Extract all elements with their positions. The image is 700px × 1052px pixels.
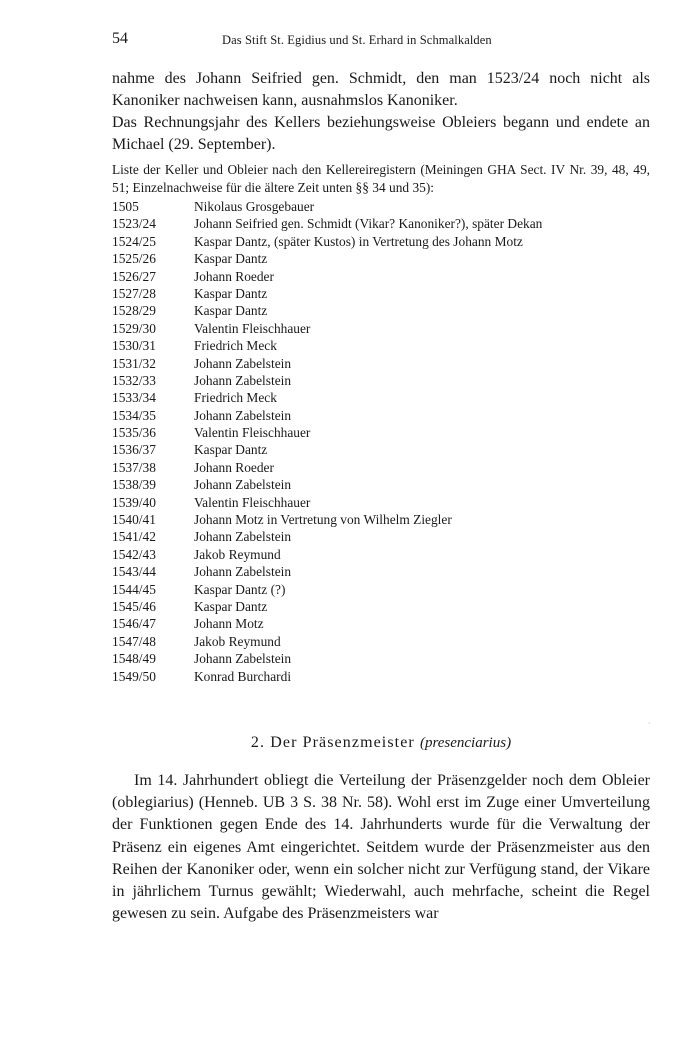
body-paragraph: Im 14. Jahrhundert obliegt die Verteilung der Präsenzgelder noch dem Obleier (oblegiarius) (Henneb. UB 3 S. 38 Nr. 58). Wohl erst im Zuge einer Umverteilung der Funktionen gegen Ende des 14. Jahrhunderts wurde für die Verwaltung der Präsenz ein eigenes Amt eingerichtet. Seitdem wurde der Präsenzmeister aus den Reihen der Kanoniker oder, wenn ein solcher nicht zur Verfügung stand, der Vikare in jährlichem Turnus gewählt; Wiederwahl, auch mehrfache, scheint die Regel gewesen zu sein. Aufgabe des Präsenzmeisters war xyxy=(112,772,650,923)
list-item-year: 1545/46 xyxy=(112,598,156,614)
list-item xyxy=(112,389,542,406)
list-item-year: 1505 xyxy=(112,199,139,214)
list-item-year: 1527/28 xyxy=(112,285,156,301)
list-item-year: 1539/40 xyxy=(112,494,156,510)
list-item-name: Johann Zabelstein xyxy=(194,651,292,667)
intro-text xyxy=(112,68,650,156)
list-item xyxy=(112,355,542,372)
list-item xyxy=(112,320,542,337)
list-item-name: Kaspar Dantz xyxy=(194,598,268,614)
list-item xyxy=(112,250,542,267)
list-item xyxy=(112,215,542,232)
list-item-name: Johann Seifried gen. Schmidt (Vikar? Kanoniker?), später Dekan xyxy=(194,216,543,232)
list-item-year: 1536/37 xyxy=(112,442,156,458)
list-item xyxy=(112,268,542,285)
list-item xyxy=(112,511,542,528)
list-item-name: Johann Zabelstein xyxy=(194,477,292,493)
list-item xyxy=(112,424,542,441)
list-item-name: Valentin Fleischhauer xyxy=(194,425,311,441)
list-item xyxy=(112,563,542,580)
list-item-year: 1541/42 xyxy=(112,529,156,545)
list-item-year: 1549/50 xyxy=(112,668,156,684)
list-item-name: Nikolaus Grosgebauer xyxy=(194,199,315,214)
list-item-year: 1532/33 xyxy=(112,372,156,388)
list-item xyxy=(112,668,542,685)
list-item-name: Johann Zabelstein xyxy=(194,355,292,371)
list-item xyxy=(112,528,542,545)
list-item-name: Johann Roeder xyxy=(194,459,274,475)
list-item xyxy=(112,476,542,493)
list-item-year: 1531/32 xyxy=(112,355,156,371)
list-item xyxy=(112,407,542,424)
list-item-year: 1528/29 xyxy=(112,303,156,319)
list-item-year: 1535/36 xyxy=(112,425,156,441)
list-item xyxy=(112,581,542,598)
list-item-year: 1530/31 xyxy=(112,338,156,354)
list-item xyxy=(112,633,542,650)
list-item-name: Kaspar Dantz xyxy=(194,303,268,319)
list-item-name: Konrad Burchardi xyxy=(194,668,292,684)
list-item-name: Kaspar Dantz xyxy=(194,442,268,458)
list-item xyxy=(112,285,542,302)
list-item-name: Valentin Fleischhauer xyxy=(194,494,311,510)
list-item-year: 1537/38 xyxy=(112,459,156,475)
list-item-year: 1524/25 xyxy=(112,233,156,249)
list-item-year: 1542/43 xyxy=(112,546,156,562)
list-item-year: 1548/49 xyxy=(112,651,156,667)
list-item-year: 1523/24 xyxy=(112,216,156,232)
list-item xyxy=(112,198,542,215)
list-item-year: 1544/45 xyxy=(112,581,156,597)
intro-paragraph: nahme des Johann Seifried gen. Schmidt, den man 1523/24 noch nicht als Kanoniker nachweisen kann, ausnahmslos Kanoniker. xyxy=(112,70,650,109)
list-item xyxy=(112,650,542,667)
list-item-name: Johann Zabelstein xyxy=(194,529,292,545)
list-item-name: Kaspar Dantz xyxy=(194,251,268,267)
list-item-name: Kaspar Dantz (?) xyxy=(194,581,286,597)
list-item xyxy=(112,546,542,563)
list-item xyxy=(112,615,542,632)
list-item-name: Johann Motz xyxy=(194,616,264,632)
list-item-year: 1534/35 xyxy=(112,407,156,423)
list-item-name: Johann Motz in Vertretung von Wilhelm Ziegler xyxy=(194,512,452,528)
list-item-name: Johann Zabelstein xyxy=(194,372,292,388)
list-item-year: 1526/27 xyxy=(112,268,156,284)
list-item xyxy=(112,494,542,511)
list-item-name: Jakob Reymund xyxy=(194,633,281,649)
section-title: 2. Der Präsenzmeister xyxy=(250,734,415,751)
list-item-name: Kaspar Dantz xyxy=(194,285,268,301)
list-item-name: Kaspar Dantz, (später Kustos) in Vertretung des Johann Motz xyxy=(194,233,523,249)
list-item-name: Valentin Fleischhauer xyxy=(194,320,311,336)
list-item-name: Johann Roeder xyxy=(194,268,274,284)
section-heading xyxy=(112,734,650,752)
list-item xyxy=(112,337,542,354)
list-item xyxy=(112,598,542,615)
list-item-year: 1543/44 xyxy=(112,564,156,580)
list-item-year: 1540/41 xyxy=(112,512,156,528)
list-item xyxy=(112,459,542,476)
running-title: Das Stift St. Egidius und St. Erhard in Schmalkalden xyxy=(222,33,492,47)
list-item-name: Johann Zabelstein xyxy=(194,407,292,423)
list-item xyxy=(112,233,542,250)
list-item-year: 1529/30 xyxy=(112,320,156,336)
list-item-year: 1547/48 xyxy=(112,633,156,649)
keller-list xyxy=(112,198,542,685)
list-item-year: 1533/34 xyxy=(112,390,156,406)
intro-paragraph: Das Rechnungsjahr des Kellers beziehungsweise Obleiers begann und endete an Michael (29. September). xyxy=(112,114,650,153)
page-number: 54 xyxy=(112,30,128,47)
list-intro: Liste der Keller und Obleier nach den Kellereiregistern (Meiningen GHA Sect. IV Nr. 39, 48, 49, 51; Einzelnachweise für die ältere Zeit unten §§ 34 und 35): xyxy=(112,162,650,195)
page-header xyxy=(112,30,652,52)
list-item xyxy=(112,372,542,389)
list-item-year: 1525/26 xyxy=(112,251,156,267)
list-item-year: 1538/39 xyxy=(112,477,156,493)
list-item-name: Friedrich Meck xyxy=(194,390,277,406)
list-item xyxy=(112,441,542,458)
section-title-latin: (presenciarius) xyxy=(419,735,512,751)
corner-mark: · xyxy=(648,719,651,728)
list-item-name: Jakob Reymund xyxy=(194,546,281,562)
list-item-name: Johann Zabelstein xyxy=(194,564,292,580)
list-item-year: 1546/47 xyxy=(112,616,156,632)
list-item xyxy=(112,302,542,319)
list-item-name: Friedrich Meck xyxy=(194,338,277,354)
